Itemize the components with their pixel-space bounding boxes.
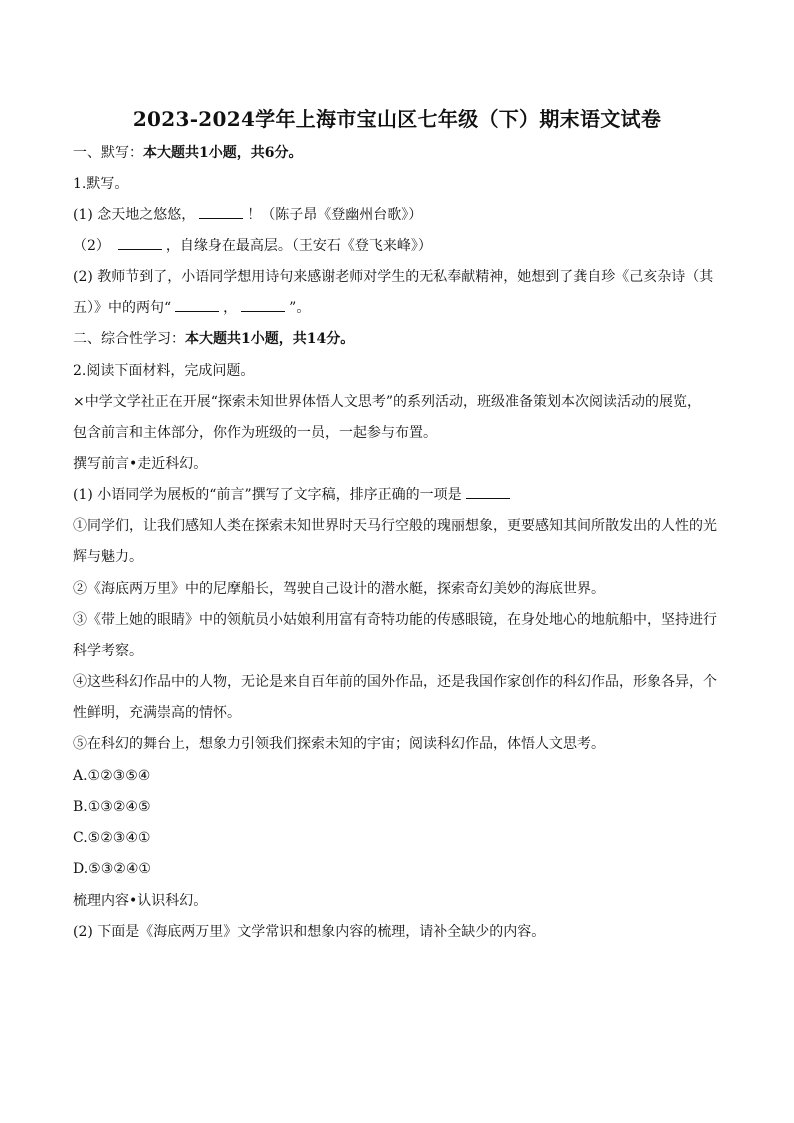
sentence-4-line-2: 性鲜明，充满崇高的情怀。 bbox=[73, 705, 241, 721]
q2-intro-line-2: 包含前言和主体部分，你作为班级的一员，一起参与布置。 bbox=[73, 425, 437, 441]
q1-item-3-line-2 bbox=[73, 299, 723, 317]
q1-item-1-prefix: (1) 念天地之悠悠， bbox=[73, 207, 196, 223]
q1-item-3-comma: ， bbox=[223, 300, 238, 316]
q2-intro-line-1: ×中学文学社正在开展“探索未知世界体悟人文思考”的系列活动，班级准备策划本次阅读活动的展览， bbox=[73, 394, 702, 410]
sentence-2: ②《海底两万里》中的尼摩船长，驾驶自己设计的潜水艇，探索奇幻美妙的海底世界。 bbox=[73, 581, 605, 597]
section-1-desc: 本大题共1小题，共6分。 bbox=[143, 145, 303, 161]
question-1-stem: 1.默写。 bbox=[73, 176, 129, 192]
option-c[interactable]: C.⑤②③④① bbox=[73, 830, 151, 846]
sentence-4-line-1: ④这些科幻作品中的人物，无论是来自百年前的国外作品，还是我国作家创作的科幻作品，形象各异，个 bbox=[73, 674, 717, 690]
sentence-1-line-2: 辉与魅力。 bbox=[73, 549, 143, 565]
section-1-header bbox=[73, 144, 723, 162]
answer-blank[interactable] bbox=[466, 486, 510, 499]
option-b[interactable]: B.①③②④⑤ bbox=[73, 799, 151, 815]
q1-item-3-suffix: ”。 bbox=[289, 300, 311, 316]
answer-blank[interactable] bbox=[175, 299, 219, 312]
q2-sub-1-text: (1) 小语同学为展板的“前言”撰写了文字稿，排序正确的一项是 bbox=[73, 487, 462, 503]
q1-item-1 bbox=[73, 206, 723, 224]
question-2-stem: 2.阅读下面材料，完成问题。 bbox=[73, 363, 255, 379]
q2-part-2-title: 梳理内容•认识科幻。 bbox=[73, 893, 208, 909]
answer-blank[interactable] bbox=[199, 206, 243, 219]
answer-blank[interactable] bbox=[118, 237, 162, 250]
q2-part-1-title: 撰写前言•走近科幻。 bbox=[73, 456, 208, 472]
q2-sub-1 bbox=[73, 486, 723, 504]
section-2-desc: 本大题共1小题，共14分。 bbox=[185, 331, 355, 347]
q1-item-2 bbox=[73, 237, 723, 255]
sentence-1-line-1: ①同学们，让我们感知人类在探索未知世界时天马行空般的瑰丽想象，更要感知其间所散发出的人性的光 bbox=[73, 518, 717, 534]
sentence-3-line-1: ③《带上她的眼睛》中的领航员小姑娘利用富有奇特功能的传感眼镜，在身处地心的地航船中，坚持进行 bbox=[73, 612, 717, 628]
page-title: 2023-2024学年上海市宝山区七年级（下）期末语文试卷 bbox=[132, 107, 662, 131]
q1-item-2-suffix: ，自缘身在最高层。（王安石《登飞来峰》） bbox=[165, 238, 432, 254]
option-d[interactable]: D.⑤③②④① bbox=[73, 861, 151, 877]
q1-item-1-suffix: ！（陈子昂《登幽州台歌》） bbox=[247, 207, 423, 223]
section-2-header bbox=[73, 330, 723, 348]
section-2-prefix: 二、综合性学习： bbox=[73, 331, 185, 347]
option-a[interactable]: A.①②③⑤④ bbox=[73, 768, 151, 784]
sentence-5: ⑤在科幻的舞台上，想象力引领我们探索未知的宇宙；阅读科幻作品，体悟人文思考。 bbox=[73, 736, 605, 752]
section-1-prefix: 一、默写： bbox=[73, 145, 143, 161]
q1-item-2-prefix: （2） bbox=[73, 238, 110, 254]
q1-item-3-prefix: 五）》中的两句“ bbox=[73, 300, 172, 316]
q1-item-3-line-1: (2) 教师节到了，小语同学想用诗句来感谢老师对学生的无私奉献精神，她想到了龚自珍《己亥杂诗（其 bbox=[73, 269, 714, 285]
q2-sub-2: (2) 下面是《海底两万里》文学常识和想象内容的梳理，请补全缺少的内容。 bbox=[73, 924, 546, 940]
sentence-3-line-2: 科学考察。 bbox=[73, 643, 143, 659]
answer-blank[interactable] bbox=[241, 299, 285, 312]
